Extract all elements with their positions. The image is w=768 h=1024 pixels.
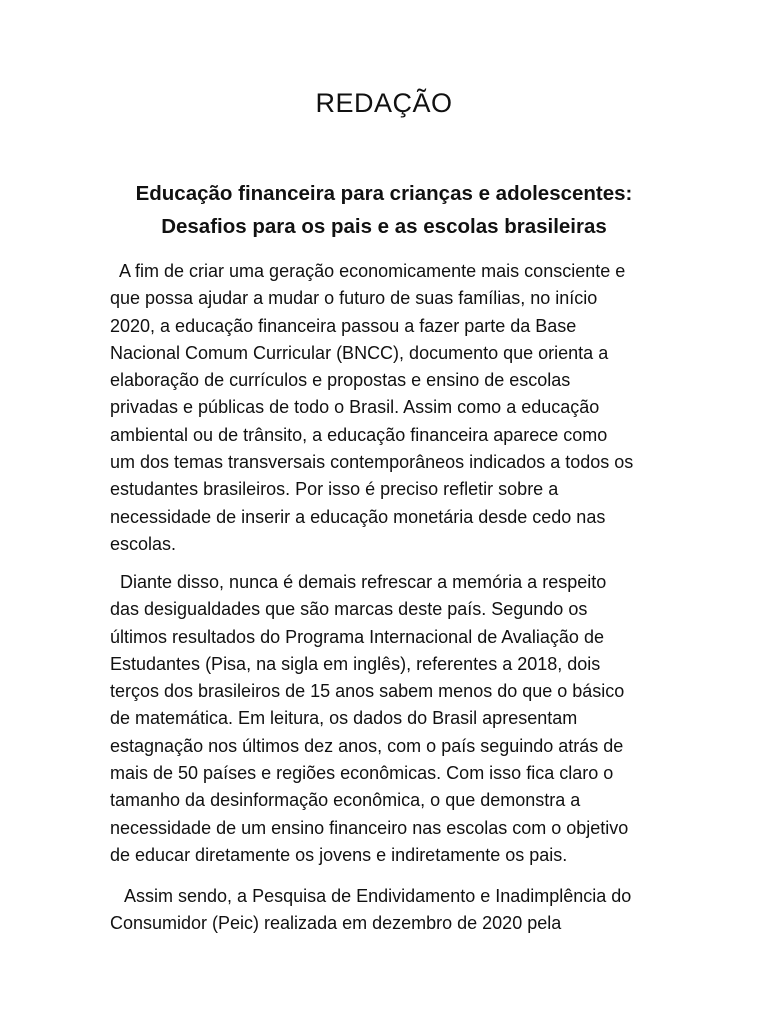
paragraph-line: últimos resultados do Programa Internacional de Avaliação de <box>110 626 604 647</box>
document-title: REDAÇÃO <box>315 88 453 118</box>
essay-subtitle <box>60 177 708 243</box>
paragraph-line: ambiental ou de trânsito, a educação financeira aparece como <box>110 424 608 445</box>
paragraph-line: elaboração de currículos e propostas e ensino de escolas <box>110 370 571 391</box>
paragraph-3 <box>110 883 670 938</box>
paragraph-line: necessidade de um ensino financeiro nas escolas com o objetivo <box>110 817 629 838</box>
paragraph-line: tamanho da desinformação econômica, o que demonstra a <box>110 790 581 811</box>
paragraph-line: um dos temas transversais contemporâneos indicados a todos os <box>110 452 634 473</box>
paragraph-line: Consumidor (Peic) realizada em dezembro de 2020 pela <box>110 913 562 934</box>
paragraph-line: estagnação nos últimos dez anos, com o país seguindo atrás de <box>110 735 624 756</box>
paragraph-1 <box>110 258 670 558</box>
paragraph-line: Nacional Comum Curricular (BNCC), documento que orienta a <box>110 342 609 363</box>
paragraph-line: necessidade de inserir a educação monetária desde cedo nas <box>110 506 606 527</box>
subtitle-line: Desafios para os pais e as escolas brasileiras <box>161 215 607 238</box>
subtitle-line: Educação financeira para crianças e adolescentes: <box>135 182 633 205</box>
paragraph-line: Estudantes (Pisa, na sigla em inglês), referentes a 2018, dois <box>110 653 601 674</box>
paragraph-line: que possa ajudar a mudar o futuro de suas famílias, no início <box>110 288 598 309</box>
paragraph-line: de matemática. Em leitura, os dados do Brasil apresentam <box>110 708 578 729</box>
paragraph-line: das desigualdades que são marcas deste país. Segundo os <box>110 599 588 620</box>
paragraph-line: escolas. <box>110 533 177 554</box>
paragraph-2 <box>110 569 670 869</box>
paragraph-line: 2020, a educação financeira passou a fazer parte da Base <box>110 315 577 336</box>
paragraph-line: estudantes brasileiros. Por isso é preciso refletir sobre a <box>110 479 559 500</box>
paragraph-line: privadas e públicas de todo o Brasil. Assim como a educação <box>110 397 600 418</box>
paragraph-line: A fim de criar uma geração economicamente mais consciente e <box>110 261 626 281</box>
paragraph-line: Assim sendo, a Pesquisa de Endividamento e Inadimplência do <box>110 886 632 906</box>
paragraph-line: de educar diretamente os jovens e indiretamente os pais. <box>110 844 568 865</box>
paragraph-line: Diante disso, nunca é demais refrescar a memória a respeito <box>110 572 607 592</box>
paragraph-line: terços dos brasileiros de 15 anos sabem menos do que o básico <box>110 681 625 702</box>
paragraph-line: mais de 50 países e regiões econômicas. Com isso fica claro o <box>110 763 614 784</box>
